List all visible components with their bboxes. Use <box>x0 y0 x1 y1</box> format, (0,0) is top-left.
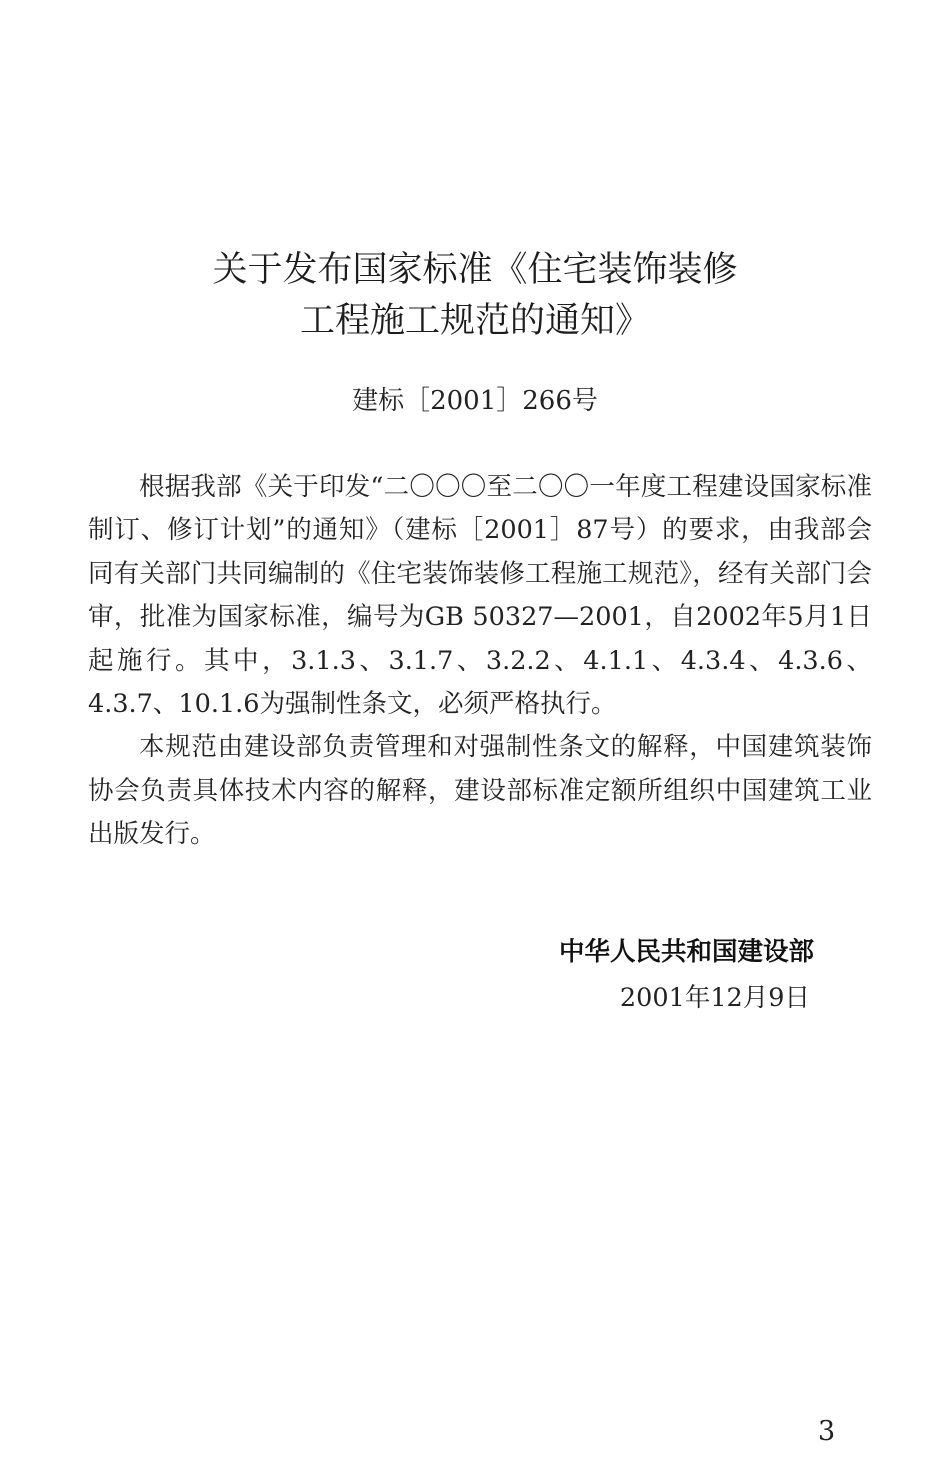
issuing-authority: 中华人民共和国建设部 <box>558 937 814 967</box>
document-number: 建标［2001］266号 <box>352 386 598 416</box>
title-line-2: 工程施工规范的通知》 <box>299 301 650 341</box>
issue-date: 2001年12月9日 <box>619 983 810 1013</box>
paragraph-approval: 根据我部《关于印发“二〇〇〇至二〇〇一年度工程建设国家标准制订、修订计划”的通知》（建标［2001］87号）的要求，由我部会同有关部门共同编制的《住宅装饰装修工程施工规范》，经有关部门会审，批准为国家标准，编号为GB 50327—2001，自2002年5月1日起施行。其中，3.1.3、3.1.7、3.2.2、4.1.1、4.3.4、4.3.6、4.3.7、10.1.6为强制性条文，必须严格执行。 <box>88 472 872 720</box>
notice-body <box>88 466 872 857</box>
paragraph-management: 本规范由建设部负责管理和对强制性条文的解释，中国建筑装饰协会负责具体技术内容的解释，建设部标准定额所组织中国建筑工业出版发行。 <box>88 732 872 850</box>
title-line-1: 关于发布国家标准《住宅装饰装修 <box>212 250 738 290</box>
page-number: 3 <box>818 1416 836 1447</box>
